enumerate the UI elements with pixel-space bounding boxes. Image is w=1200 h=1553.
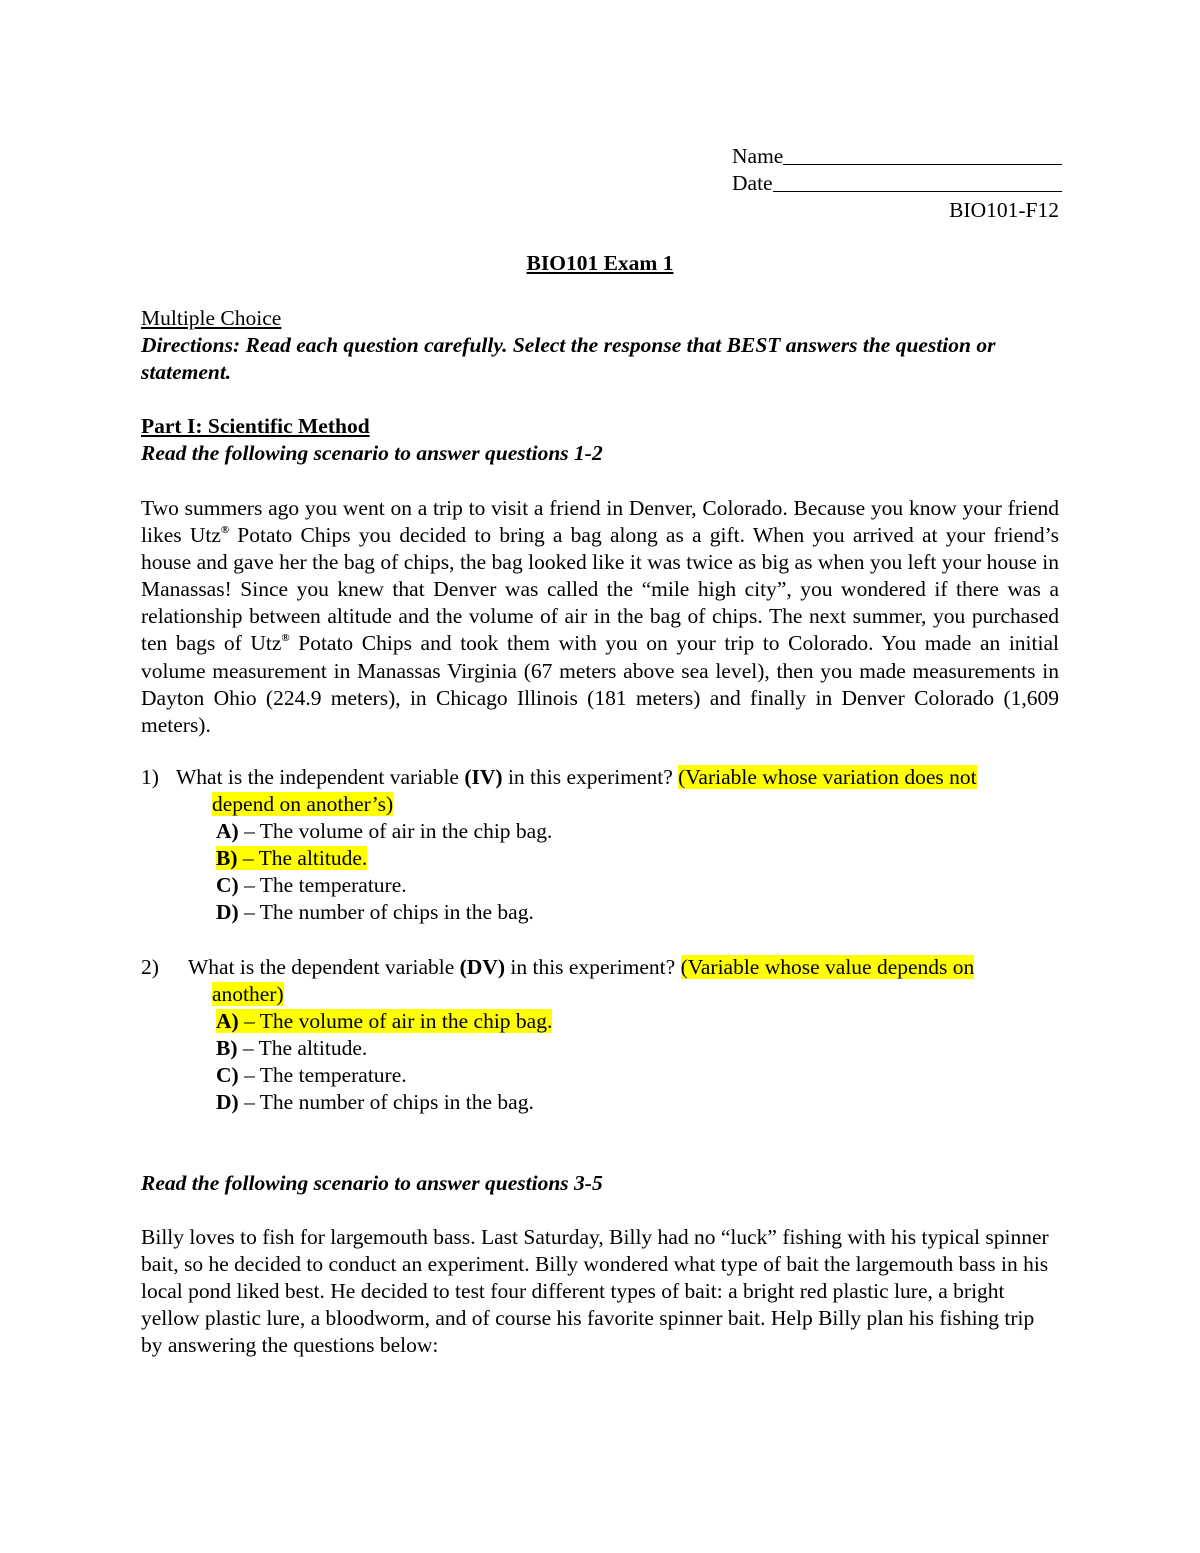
q1-option-b[interactable] [216,845,367,872]
registered-mark: ® [281,632,290,645]
option-text: – The altitude. [237,846,368,870]
option-letter: B) [216,846,238,870]
option-letter: C) [216,873,239,897]
question-text: in this experiment? [502,765,679,789]
question-number: 2) [141,955,159,979]
q1-option-c[interactable] [216,872,407,899]
question-2-hint-line2 [212,981,284,1008]
option-text: – The altitude. [237,1036,368,1060]
question-text: in this experiment? [505,955,681,979]
name-blank-line[interactable] [783,143,1062,165]
name-label: Name [732,144,784,168]
q1-option-d[interactable] [216,899,534,926]
option-text: – The temperature. [238,1063,407,1087]
scenario2-prompt: Read the following scenario to answer questions 3-5 [141,1171,603,1195]
question-hint: (Variable whose value depends on [680,955,975,979]
option-text: – The number of chips in the bag. [238,900,534,924]
scenario2-paragraph: Billy loves to fish for largemouth bass. Last Saturday, Billy had no “luck” fishing with his typical spinner bait, so he decided to conduct an experiment. Billy wondered what type of bait the largemouth bass in his local pond liked best. He decided to test four different types of bait: a bright red plastic lure, a bright yellow plastic lure, a bloodworm, and of course his favorite spinner bait. Help Billy plan his fishing trip by answering the questions below: [141,1225,1049,1358]
section-label: Multiple Choice [141,306,282,330]
date-field[interactable] [732,170,1062,197]
question-1-hint-line2 [212,791,393,818]
scenario1-text-c: Potato Chips and took them with you on your trip to Colorado. You made an initial volume measurement in Manassas Virginia (67 meters above sea level), then you made measurements in Dayton Ohio (224.9 meters), in Chicago Illinois (181 meters) and finally in Denver Colorado (1,609 meters). [141,631,1059,737]
date-label: Date [732,171,773,195]
directions-text: Directions: Read each question carefully. Select the response that BEST answers the question or statement. [141,333,996,384]
name-field[interactable] [732,143,1062,170]
question-hint: another) [212,982,284,1006]
question-abbr: (IV) [464,765,503,789]
question-text: What is the independent variable [176,765,465,789]
option-letter: A) [216,819,239,843]
question-number: 1) [141,765,159,789]
option-letter: D) [216,900,239,924]
scenario1-text-a: Two summers ago you went on a trip to visit a friend in Denver, Colorado. Because you know your friend likes Utz [141,496,1059,548]
question-hint: depend on another’s) [212,792,394,816]
exam-title: BIO101 Exam 1 [526,251,674,275]
question-text: What is the dependent variable [188,955,460,979]
course-code: BIO101-F12 [949,198,1059,222]
q2-option-a[interactable] [216,1008,552,1035]
part1-heading: Part I: Scientific Method [141,414,370,438]
option-letter: C) [216,1063,239,1087]
q1-option-a[interactable] [216,818,552,845]
question-1-stem [176,764,977,791]
option-letter: B) [216,1036,238,1060]
question-hint: (Variable whose variation does not [678,765,977,789]
q2-option-b[interactable] [216,1035,367,1062]
option-text: – The volume of air in the chip bag. [238,819,553,843]
scenario1-prompt: Read the following scenario to answer questions 1-2 [141,441,603,465]
option-letter: D) [216,1090,239,1114]
scenario1-text-b: Potato Chips you decided to bring a bag along as a gift. When you arrived at your friend’s house and gave her the bag of chips, the bag looked like it was twice as big as when you left your house in Manassas! Since you knew that Denver was called the “mile high city”, you wondered if there was a relationship between altitude and the volume of air in the bag of chips. The next summer, you purchased ten bags of Utz [141,523,1059,656]
question-2 [141,954,159,981]
scenario1-paragraph [141,495,1059,739]
option-text: – The volume of air in the chip bag. [238,1009,553,1033]
q2-option-c[interactable] [216,1062,407,1089]
date-blank-line[interactable] [773,170,1062,192]
option-text: – The temperature. [238,873,407,897]
q2-option-d[interactable] [216,1089,534,1116]
option-letter: A) [216,1009,239,1033]
question-abbr: (DV) [459,955,506,979]
question-2-stem [188,954,974,981]
option-text: – The number of chips in the bag. [238,1090,534,1114]
question-1 [141,764,159,791]
registered-mark: ® [220,524,230,537]
